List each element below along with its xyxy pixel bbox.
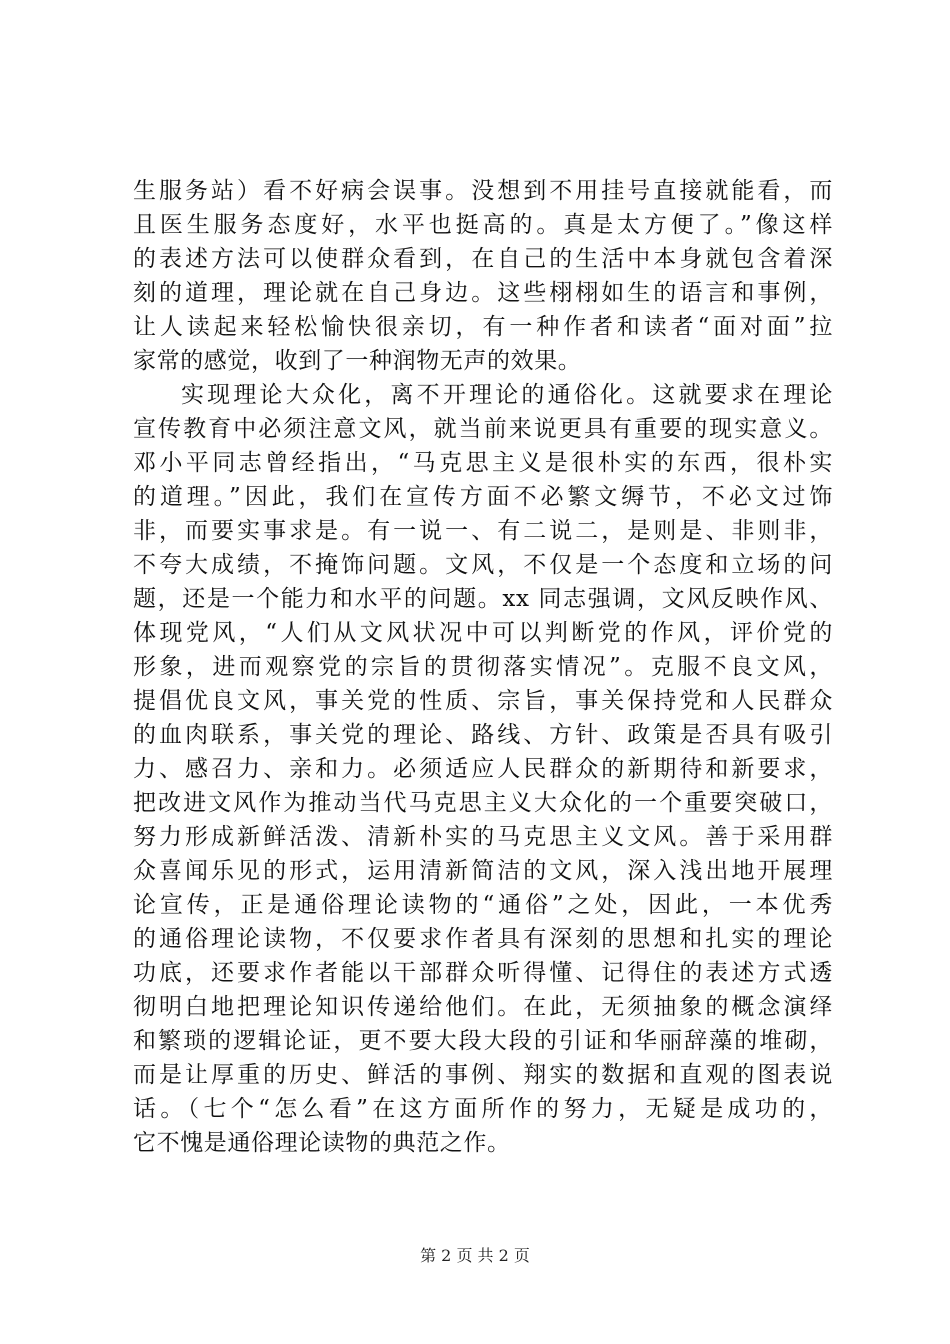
text-line: 形象，进而观察党的宗旨的贯彻落实情况”。克服不良文风， — [133, 654, 833, 680]
text-line: 生服务站）看不好病会误事。没想到不用挂号直接就能看，而 — [133, 178, 833, 204]
body-text — [133, 174, 833, 1160]
text-line: 刻的道理，理论就在自己身边。这些栩栩如生的语言和事例， — [133, 280, 833, 306]
text-line: 体现党风，“人们从文风状况中可以判断党的作风，评价党的 — [133, 620, 833, 646]
page-footer — [0, 1244, 950, 1268]
text-line: 让人读起来轻松愉快很亲切，有一种作者和读者“面对面”拉 — [133, 314, 833, 340]
text-line: 家常的感觉，收到了一种润物无声的效果。 — [133, 348, 582, 374]
text-line: 的血肉联系，事关党的理论、路线、方针、政策是否具有吸引 — [133, 722, 833, 748]
text-line: 宣传教育中必须注意文风，就当前来说更具有重要的现实意义。 — [133, 416, 833, 442]
text-line: 论宣传，正是通俗理论读物的“通俗”之处，因此，一本优秀 — [133, 892, 833, 918]
text-line: 力、感召力、亲和力。必须适应人民群众的新期待和新要求， — [133, 756, 833, 782]
text-line: 把改进文风作为推动当代马克思主义大众化的一个重要突破口， — [133, 790, 833, 816]
text-line: 而是让厚重的历史、鲜活的事例、翔实的数据和直观的图表说 — [133, 1062, 833, 1088]
paragraph-first-line: 实现理论大众化，离不开理论的通俗化。这就要求在理论 — [181, 382, 833, 408]
text-line: 众喜闻乐见的形式，运用清新简洁的文风，深入浅出地开展理 — [133, 858, 833, 884]
text-line: 题，还是一个能力和水平的问题。xx 同志强调，文风反映作风、 — [133, 586, 833, 612]
text-line: 话。（七个“怎么看”在这方面所作的努力，无疑是成功的， — [133, 1096, 833, 1122]
text-line: 非，而要实事求是。有一说一、有二说二，是则是、非则非， — [133, 518, 833, 544]
text-line: 的通俗理论读物，不仅要求作者具有深刻的思想和扎实的理论 — [133, 926, 833, 952]
text-line: 不夸大成绩，不掩饰问题。文风，不仅是一个态度和立场的问 — [133, 552, 833, 578]
text-line: 的表述方法可以使群众看到，在自己的生活中本身就包含着深 — [133, 246, 833, 272]
page-number: 第 2 页 共 2 页 — [420, 1246, 530, 1265]
text-line: 功底，还要求作者能以干部群众听得懂、记得住的表述方式透 — [133, 960, 833, 986]
text-line: 和繁琐的逻辑论证，更不要大段大段的引证和华丽辞藻的堆砌， — [133, 1028, 833, 1054]
text-line: 彻明白地把理论知识传递给他们。在此，无须抽象的概念演绎 — [133, 994, 833, 1020]
text-line: 邓小平同志曾经指出，“马克思主义是很朴实的东西，很朴实 — [133, 450, 833, 476]
text-line: 努力形成新鲜活泼、清新朴实的马克思主义文风。善于采用群 — [133, 824, 833, 850]
text-line: 提倡优良文风，事关党的性质、宗旨，事关保持党和人民群众 — [133, 688, 833, 714]
text-line: 且医生服务态度好，水平也挺高的。真是太方便了。”像这样 — [133, 212, 833, 238]
text-line: 它不愧是通俗理论读物的典范之作。 — [133, 1130, 511, 1156]
text-line: 的道理。”因此，我们在宣传方面不必繁文缛节，不必文过饰 — [133, 484, 833, 510]
